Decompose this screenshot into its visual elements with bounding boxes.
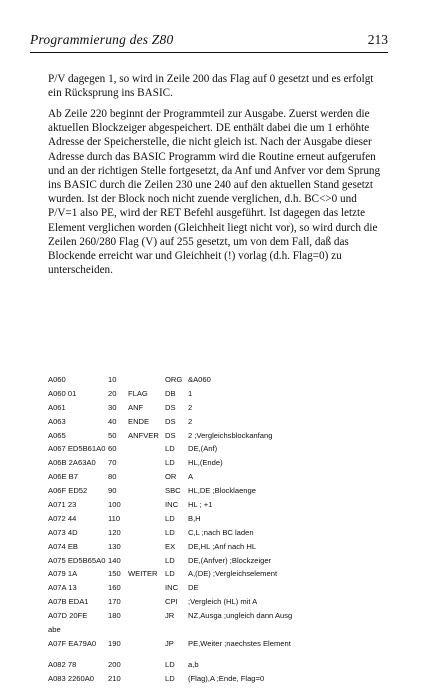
mnemonic: LD bbox=[165, 659, 175, 669]
address-code: A07A 13 bbox=[48, 583, 77, 593]
mnemonic: CPI bbox=[165, 597, 178, 607]
address-code: A072 44 bbox=[48, 513, 77, 523]
listing-row bbox=[48, 458, 378, 472]
mnemonic: LD bbox=[165, 569, 175, 579]
line-number: 40 bbox=[108, 416, 117, 426]
address-code: A07B EDA1 bbox=[48, 597, 89, 607]
line-number: 130 bbox=[108, 541, 121, 551]
address-code: A06B 2A63A0 bbox=[48, 458, 96, 468]
mnemonic: JP bbox=[165, 638, 174, 648]
line-number: 80 bbox=[108, 472, 117, 482]
operands: 1 bbox=[188, 388, 193, 398]
line-number: 20 bbox=[108, 388, 117, 398]
listing-row bbox=[48, 556, 378, 570]
line-number: 50 bbox=[108, 430, 117, 440]
listing-row bbox=[48, 514, 378, 528]
listing-row bbox=[48, 417, 378, 431]
operands: HL ; +1 bbox=[188, 500, 213, 510]
mnemonic: DS bbox=[165, 430, 176, 440]
paragraph-main: Ab Zeile 220 beginnt der Programmteil zur Ausgabe. Zuerst werden die aktuellen Blockzeiger abgespeichert. DE enthält dabei die um 1 erhöhte Adresse der Speicherstelle, die nicht gleich ist. Nach der Ausgabe dieser Adresse durch das BASIC Programm wird die Routine erneut aufgerufen und an der richtigen Stelle fortgesetzt, da Anf und Anfver vor dem Sprung ins BASIC durch die Zeilen 230 une 240 auf den aktuellen Stand gesetzt wurden. Ist der Block noch nicht zuende verglichen, d.h. BC<>0 und P/V=1 also PE, wird der RET Befehl ausgeführt. Ist dagegen das letzte Element verglichen worden (Gleichheit liegt nicht vor), so wird durch die Zeilen 260/280 Flag (V) auf 255 gesetzt, um von dem Fall, daß das Blockende erreicht war und Gleichheit (!) vorlag (d.h. Flag=0) zu unterscheiden. bbox=[48, 108, 381, 277]
mnemonic: DB bbox=[165, 388, 176, 398]
listing-row bbox=[48, 472, 378, 486]
operands: B,H bbox=[188, 513, 201, 523]
listing-row bbox=[48, 500, 378, 514]
address-code: A060 01 bbox=[48, 388, 77, 398]
address-code: A083 2260A0 bbox=[48, 673, 95, 683]
address-code: A075 ED5B65A0 bbox=[48, 555, 106, 565]
label: ANFVER bbox=[128, 430, 159, 440]
listing-row bbox=[48, 542, 378, 556]
mnemonic: LD bbox=[165, 527, 175, 537]
line-number: 70 bbox=[108, 458, 117, 468]
listing-row bbox=[48, 597, 378, 611]
mnemonic: JR bbox=[165, 611, 175, 621]
address-code: A063 bbox=[48, 416, 66, 426]
address-code: A06E B7 bbox=[48, 472, 78, 482]
line-number: 170 bbox=[108, 597, 121, 607]
paragraph-intro: P/V dagegen 1, so wird in Zeile 200 das Flag auf 0 gesetzt und es erfolgt ein Rücksprung ins BASIC. bbox=[48, 73, 374, 100]
operands: &A060 bbox=[188, 375, 211, 384]
continuation-text: abe bbox=[48, 625, 61, 635]
mnemonic: EX bbox=[165, 541, 176, 551]
page-number: 213 bbox=[367, 32, 388, 47]
operands: DE bbox=[188, 583, 199, 593]
listing-row bbox=[48, 389, 378, 403]
address-code: A060 bbox=[48, 375, 66, 384]
address-code: A07D 20FE bbox=[48, 611, 88, 621]
mnemonic: LD bbox=[165, 444, 175, 454]
address-code: A065 bbox=[48, 430, 66, 440]
line-number: 200 bbox=[108, 659, 121, 669]
address-code: A073 4D bbox=[48, 527, 78, 537]
mnemonic: OR bbox=[165, 472, 177, 482]
mnemonic: INC bbox=[165, 583, 179, 593]
line-number: 160 bbox=[108, 583, 121, 593]
mnemonic: INC bbox=[165, 500, 179, 510]
operands: A,(DE) ;Vergleichselement bbox=[188, 569, 278, 579]
operands: 2 ;Vergleichsblockanfang bbox=[188, 430, 273, 440]
mnemonic: ORG bbox=[165, 375, 183, 384]
line-number: 150 bbox=[108, 569, 121, 579]
listing-row bbox=[48, 375, 378, 389]
operands: C,L ;nach BC laden bbox=[188, 527, 254, 537]
line-number: 190 bbox=[108, 638, 121, 648]
listing-row bbox=[48, 625, 378, 639]
mnemonic: LD bbox=[165, 513, 175, 523]
address-code: A074 EB bbox=[48, 541, 78, 551]
listing-row bbox=[48, 528, 378, 542]
mnemonic: LD bbox=[165, 555, 175, 565]
line-number: 140 bbox=[108, 555, 121, 565]
line-number: 210 bbox=[108, 673, 121, 683]
operands: HL,DE ;Blocklaenge bbox=[188, 486, 256, 496]
listing-row bbox=[48, 611, 378, 625]
operands: 2 bbox=[188, 402, 193, 412]
label: ANF bbox=[128, 402, 144, 412]
listing-row bbox=[48, 403, 378, 417]
operands: DE,(Anfver) ;Blockzeiger bbox=[188, 555, 272, 565]
operands: DE,(Anf) bbox=[188, 444, 218, 454]
mnemonic: LD bbox=[165, 673, 175, 683]
mnemonic: SBC bbox=[165, 486, 181, 496]
operands: A bbox=[188, 472, 194, 482]
operands: DE,HL ;Anf nach HL bbox=[188, 541, 257, 551]
address-code: A061 bbox=[48, 402, 66, 412]
listing-row bbox=[48, 444, 378, 458]
mnemonic: LD bbox=[165, 458, 175, 468]
mnemonic: DS bbox=[165, 416, 176, 426]
address-code: A082 78 bbox=[48, 659, 77, 669]
operands: ;Vergleich (HL) mit A bbox=[188, 597, 258, 607]
running-title: Programmierung des Z80 bbox=[30, 32, 174, 47]
line-number: 10 bbox=[108, 375, 117, 384]
running-header bbox=[30, 32, 388, 53]
address-code: A079 1A bbox=[48, 569, 78, 579]
line-number: 110 bbox=[108, 513, 121, 523]
operands: PE,Weiter ;naechstes Element bbox=[188, 638, 291, 648]
listing-row bbox=[48, 486, 378, 500]
operands: NZ,Ausga ;ungleich dann Ausg bbox=[188, 611, 293, 621]
line-number: 180 bbox=[108, 611, 121, 621]
line-number: 90 bbox=[108, 486, 117, 496]
operands: (Flag),A ;Ende, Flag=0 bbox=[188, 673, 265, 683]
operands: 2 bbox=[188, 416, 193, 426]
assembler-listing bbox=[48, 375, 378, 688]
operands: HL,(Ende) bbox=[188, 458, 223, 468]
address-code: A067 ED5B61A0 bbox=[48, 444, 106, 454]
label: WEITER bbox=[128, 569, 158, 579]
mnemonic: DS bbox=[165, 402, 176, 412]
operands: a,b bbox=[188, 659, 199, 669]
label: FLAG bbox=[128, 388, 148, 398]
listing-row bbox=[48, 431, 378, 445]
listing-row bbox=[48, 569, 378, 583]
line-number: 60 bbox=[108, 444, 117, 454]
address-code: A071 23 bbox=[48, 500, 77, 510]
listing-row bbox=[48, 660, 378, 674]
label: ENDE bbox=[128, 416, 150, 426]
line-number: 100 bbox=[108, 500, 121, 510]
address-code: A06F ED52 bbox=[48, 486, 88, 496]
line-number: 120 bbox=[108, 527, 121, 537]
line-number: 30 bbox=[108, 402, 117, 412]
listing-row bbox=[48, 583, 378, 597]
listing-row bbox=[48, 674, 378, 688]
address-code: A07F EA79A0 bbox=[48, 638, 97, 648]
listing-row bbox=[48, 639, 378, 653]
